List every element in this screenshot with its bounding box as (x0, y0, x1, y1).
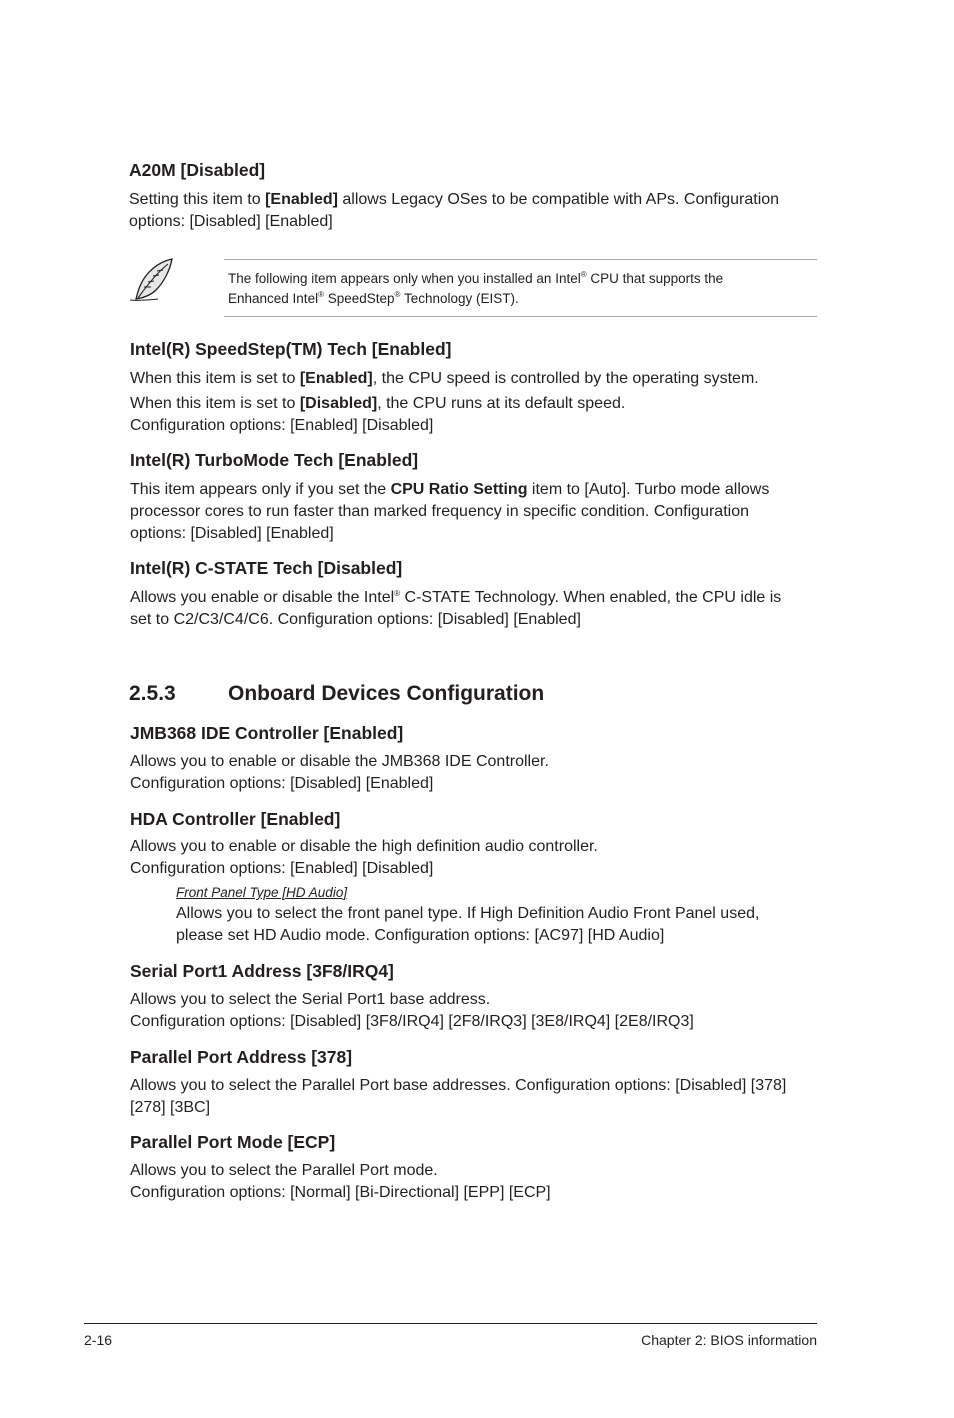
jmb368-heading: JMB368 IDE Controller [Enabled] (130, 723, 404, 743)
parallel-mode-description: Allows you to select the Parallel Port mode. Configuration options: [Normal] [Bi-Directional] [EPP] [ECP] (130, 1162, 551, 1201)
a20m-description: Setting this item to [Enabled] allows Legacy OSes to be compatible with APs. Configuration options: [Disabled] [Enabled] (129, 191, 780, 230)
speedstep-line-1: When this item is set to [Enabled], the CPU speed is controlled by the operating system. (130, 370, 759, 387)
parallel-address-heading: Parallel Port Address [378] (130, 1047, 353, 1067)
speedstep-heading: Intel(R) SpeedStep(TM) Tech [Enabled] (130, 339, 452, 359)
page-number: 2-16 (84, 1332, 113, 1348)
parallel-address-description: Allows you to select the Parallel Port base addresses. Configuration options: [Disabled] [378] [278] [3BC] (130, 1077, 787, 1116)
cstate-heading: Intel(R) C-STATE Tech [Disabled] (130, 558, 403, 578)
hda-heading: HDA Controller [Enabled] (130, 809, 341, 829)
turbomode-description: This item appears only if you set the CPU Ratio Setting item to [Auto]. Turbo mode allows processor cores to run faster than marked frequency in specific condition. Configuration options: [Disabled] [Enabled] (130, 481, 770, 542)
hda-description: Allows you to enable or disable the high definition audio controller. Configuration options: [Enabled] [Disabled] (130, 838, 598, 877)
front-panel-type-description: Allows you to select the front panel type. If High Definition Audio Front Panel used, please set HD Audio mode. Configuration options: [AC97] [HD Audio] (176, 905, 760, 944)
turbomode-heading: Intel(R) TurboMode Tech [Enabled] (130, 450, 419, 470)
note-bottom-divider (224, 316, 817, 317)
parallel-mode-heading: Parallel Port Mode [ECP] (130, 1132, 336, 1152)
front-panel-type-label: Front Panel Type [HD Audio] (176, 885, 348, 900)
section-number: 2.5.3 (129, 682, 176, 705)
note-line-1: The following item appears only when you installed an Intel® CPU that supports the (228, 270, 724, 286)
serial-description: Allows you to select the Serial Port1 base address. Configuration options: [Disabled] [3F8/IRQ4] [2F8/IRQ3] [3E8/IRQ4] [2E8/IRQ3] (130, 991, 694, 1030)
note-top-divider (224, 259, 817, 260)
a20m-heading: A20M [Disabled] (129, 160, 266, 180)
section-title: Onboard Devices Configuration (228, 682, 545, 705)
chapter-title: Chapter 2: BIOS information (641, 1332, 817, 1348)
note-line-2: Enhanced Intel® SpeedStep® Technology (EIST). (228, 290, 519, 306)
footer-divider (84, 1323, 817, 1324)
serial-heading: Serial Port1 Address [3F8/IRQ4] (130, 961, 394, 981)
feather-pen-icon (128, 256, 176, 304)
speedstep-line-2: When this item is set to [Disabled], the CPU runs at its default speed. Configuration options: [Enabled] [Disabled] (130, 395, 626, 434)
jmb368-description: Allows you to enable or disable the JMB368 IDE Controller. Configuration options: [Disabled] [Enabled] (130, 753, 549, 792)
cstate-description: Allows you enable or disable the Intel® C-STATE Technology. When enabled, the CPU idle is set to C2/C3/C4/C6. Configuration options: [Disabled] [Enabled] (130, 589, 782, 628)
